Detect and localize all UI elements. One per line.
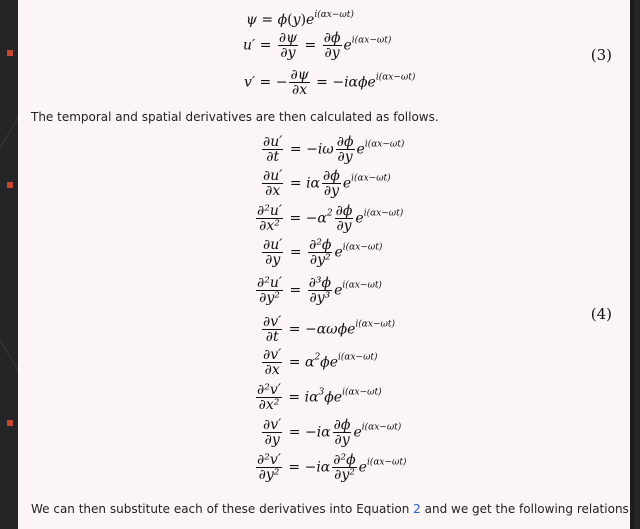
- frame-marker: [7, 50, 13, 56]
- eq3-line-3: v′ = − $\frac{\partial\psi}{\partial x}$ = −iαϕe$^{i(\alpha x-\omega t)}$: [244, 67, 416, 98]
- paragraph-derivatives: The temporal and spatial derivatives are then calculated as follows.: [31, 110, 439, 124]
- equation-2-link[interactable]: 2: [413, 502, 421, 516]
- eq4-line-5: $\frac{\text{∂²u′}}{\text{∂y²}}$ = $\frac{\text{∂³ϕ}}{\text{∂y³}}$ $e^{i(\alpha x-\omega t)}$: [257, 275, 382, 306]
- paragraph-substitute: [31, 502, 633, 516]
- frame-marker: [7, 182, 13, 188]
- eq4-line-3: $\frac{\text{∂²u′}}{\text{∂x²}}$ = $-\alpha^2$ $\frac{\partial\phi}{\partial y}$ $e^{i(\alpha x-\omega t)}$: [257, 203, 404, 234]
- left-frame: [0, 0, 18, 529]
- eq4-line-4: $\frac{\partial u'}{\partial y}$ = $\frac{\text{∂²ϕ}}{\text{∂y²}}$ $e^{i(\alpha x-\omega t)}$: [263, 237, 383, 268]
- equation-3: [18, 0, 630, 104]
- eq4-line-8: $\frac{\text{∂²v′}}{\text{∂x²}}$ = $i\alpha^3\phi e^{i(\alpha x-\omega t)}$: [257, 382, 382, 413]
- equation-number-4: (4): [590, 305, 612, 323]
- frame-marker: [7, 420, 13, 426]
- eq4-line-7: $\frac{\partial v'}{\partial x}$ = $\alpha^2\phi e^{i(\alpha x-\omega t)}$: [263, 347, 378, 378]
- equation-4: [18, 135, 630, 495]
- eq3-line-1: $\psi = \phi(y)e^{i(\alpha x-\omega t)}$: [246, 10, 354, 28]
- eq4-line-6: $\frac{\partial v'}{\partial t}$ = −αωϕe$^{i(\alpha x-\omega t)}$: [263, 314, 395, 345]
- eq4-line-9: $\frac{\partial v'}{\partial y}$ = −iα $\frac{\partial\phi}{\partial y}$ $e^{i(\alpha x-\omega t)}$: [263, 417, 402, 448]
- paragraph-text-end: and we get the following relations.: [420, 502, 633, 516]
- equation-number-3: (3): [590, 46, 612, 64]
- frame-ornament: [0, 340, 18, 370]
- frame-ornament: [0, 118, 18, 148]
- right-frame: [634, 0, 640, 529]
- eq3-line-2: u′ = $\frac{\partial\psi}{\partial y}$ = $\frac{\partial\phi}{\partial y}$ $e^{i(\alpha x-\omega t)}$: [243, 30, 392, 61]
- eq4-line-10: $\frac{\text{∂²v′}}{\text{∂y²}}$ = −iα $\frac{\text{∂²ϕ}}{\text{∂y²}}$ $e^{i(\alpha x-\omega t)}$: [257, 452, 407, 483]
- eq4-line-2: $\frac{\partial u'}{\partial x}$ = iα $\frac{\partial\phi}{\partial y}$ $e^{i(\alpha x-\omega t)}$: [263, 168, 391, 199]
- document-page: [18, 0, 633, 529]
- paragraph-text-start: We can then substitute each of these derivatives into Equation: [31, 502, 414, 516]
- eq4-line-1: $\frac{\partial u'}{\partial t}$ = −iω $\frac{\partial\phi}{\partial y}$ $e^{i(\alpha x-\omega t)}$: [263, 134, 405, 165]
